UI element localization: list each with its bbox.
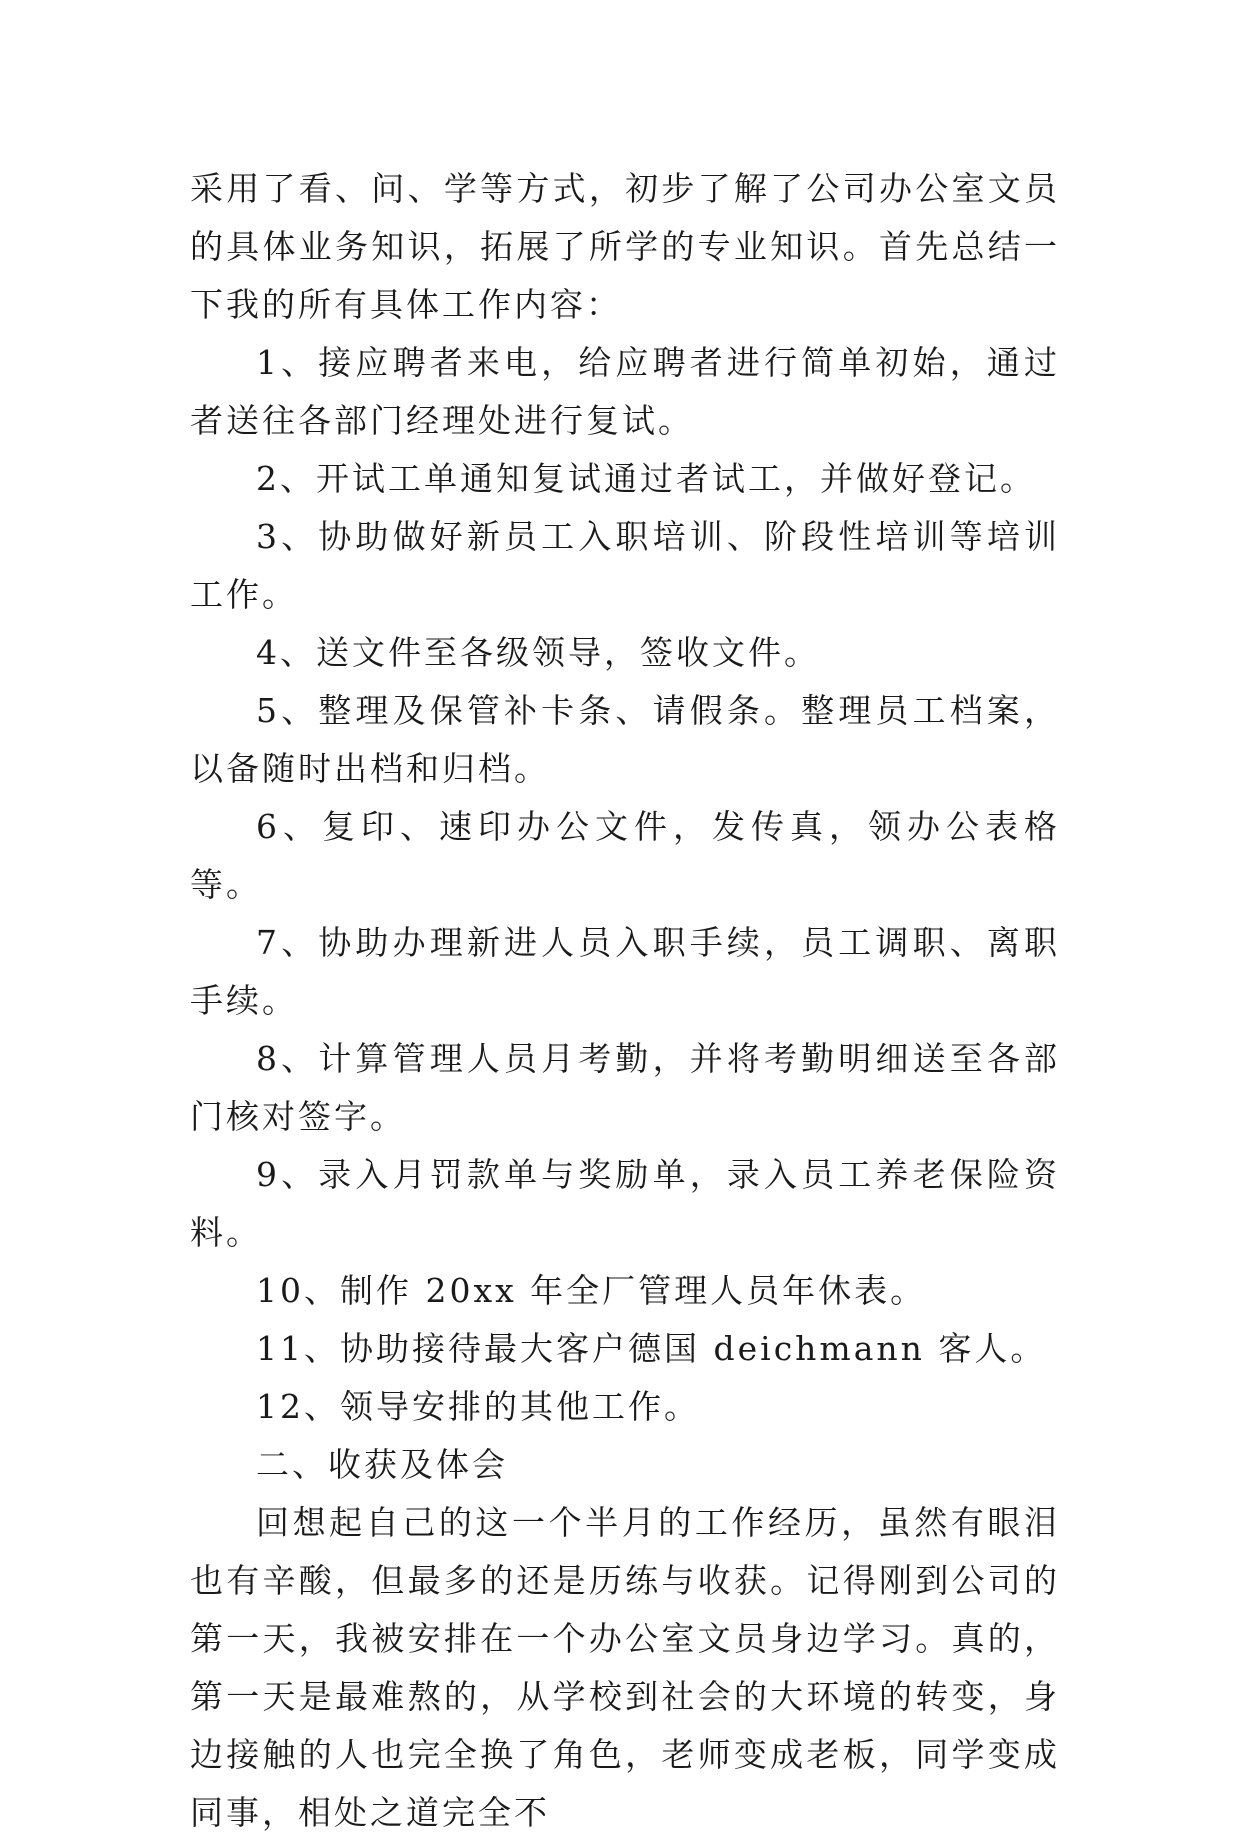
list-item-5: 5、整理及保管补卡条、请假条。整理员工档案，以备随时出档和归档。 — [190, 691, 1060, 788]
list-item-9: 9、录入月罚款单与奖励单，录入员工养老保险资料。 — [190, 1155, 1060, 1252]
paragraph-intro: 采用了看、问、学等方式，初步了解了公司办公室文员的具体业务知识，拓展了所学的专业知识。首先总结一下我的所有具体工作内容： — [190, 169, 1060, 324]
list-item-6: 6、复印、速印办公文件，发传真，领办公表格等。 — [190, 807, 1060, 904]
list-item-3: 3、协助做好新员工入职培训、阶段性培训等培训工作。 — [190, 517, 1060, 614]
list-item-8: 8、计算管理人员月考勤，并将考勤明细送至各部门核对签字。 — [190, 1039, 1060, 1136]
list-item-7: 7、协助办理新进人员入职手续，员工调职、离职手续。 — [190, 923, 1060, 1020]
list-item-4: 4、送文件至各级领导，签收文件。 — [256, 633, 820, 672]
list-item-12: 12、领导安排的其他工作。 — [256, 1387, 700, 1426]
section-heading-harvest: 二、收获及体会 — [256, 1445, 508, 1484]
list-item-10: 10、制作 20xx 年全厂管理人员年休表。 — [256, 1271, 927, 1310]
paragraph-reflection: 回想起自己的这一个半月的工作经历，虽然有眼泪也有辛酸，但最多的还是历练与收获。记得刚到公司的第一天，我被安排在一个办公室文员身边学习。真的，第一天是最难熬的，从学校到社会的大环境的转变，身边接触的人也完全换了角色，老师变成老板，同学变成同事，相处之道完全不 — [190, 1503, 1060, 1832]
document-body — [190, 160, 1060, 1842]
list-item-11: 11、协助接待最大客户德国 deichmann 客人。 — [256, 1329, 1047, 1368]
list-item-2: 2、开试工单通知复试通过者试工，并做好登记。 — [256, 459, 1036, 498]
list-item-1: 1、接应聘者来电，给应聘者进行简单初始，通过者送往各部门经理处进行复试。 — [190, 343, 1060, 440]
